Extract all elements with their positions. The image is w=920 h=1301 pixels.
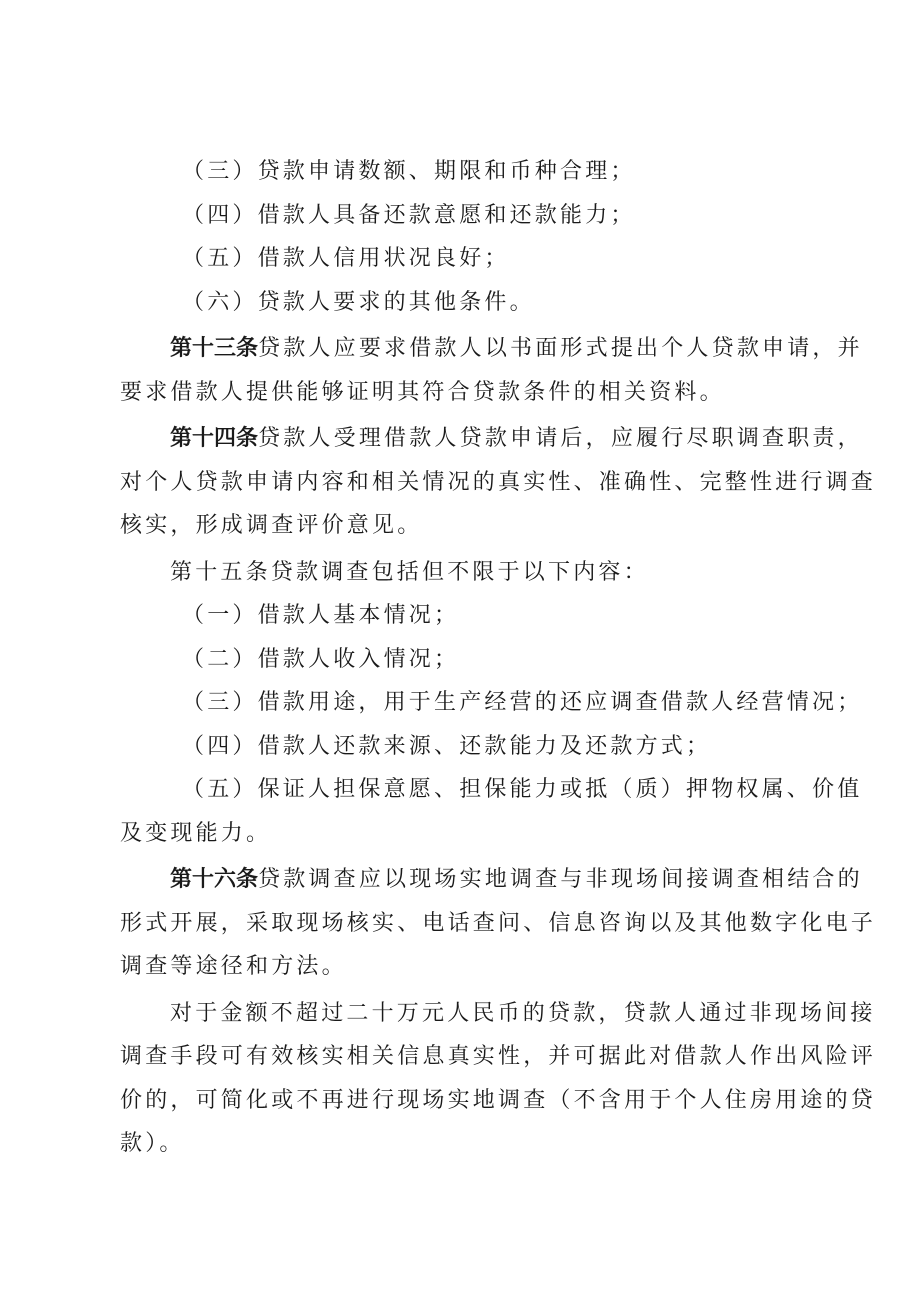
list-item-continuation: 及变现能力。 [120, 820, 272, 846]
paragraph-text: 贷款调查应以现场实地调查与非现场间接调查相结合的 [258, 867, 863, 892]
list-item: （五）保证人担保意愿、担保能力或抵（质）押物权属、价值 [182, 777, 863, 802]
paragraph-text: 款）。 [120, 1131, 185, 1156]
paragraph-text: 调查等途径和方法。 [120, 954, 347, 979]
article-intro: 第十五条贷款调查包括但不限于以下内容： [170, 559, 649, 585]
document-page [120, 150, 877, 1166]
article-16 [120, 858, 877, 1166]
article-label: 第十三条 [170, 336, 259, 361]
list-item: （三）借款用途，用于生产经营的还应调查借款人经营情况； [182, 690, 863, 715]
article-13 [120, 327, 863, 414]
article-label: 第十四条 [170, 426, 259, 451]
paragraph-text: 价的，可简化或不再进行现场实地调查（不含用于个人住房用途的贷 [120, 1087, 877, 1113]
list-item: （五）借款人信用状况良好； [182, 246, 510, 271]
list-item: （四）借款人具备还款意愿和还款能力； [182, 202, 636, 228]
paragraph-text: 形式开展，采取现场核实、电话查问、信息咨询以及其他数字化电子 [120, 910, 877, 936]
list-item: （三）贷款申请数额、期限和币种合理； [182, 159, 636, 184]
article-label: 第十六条 [170, 867, 259, 892]
list-item: （四）借款人还款来源、还款能力及还款方式； [182, 733, 712, 759]
paragraph-text: 要求借款人提供能够证明其符合贷款条件的相关资料。 [120, 379, 725, 405]
list-item: （六）贷款人要求的其他条件。 [182, 289, 535, 315]
paragraph-text: 对个人贷款申请内容和相关情况的真实性、准确性、完整性进行调查 [120, 469, 877, 495]
paragraph-text: 贷款人应要求借款人以书面形式提出个人贷款申请，并 [258, 336, 863, 361]
article-14 [120, 417, 877, 548]
list-item: （二）借款人收入情况； [182, 646, 460, 672]
paragraph-text: 对于金额不超过二十万元人民币的贷款，贷款人通过非现场间接 [170, 1000, 876, 1026]
article-15 [120, 551, 863, 856]
paragraph-text: 贷款人受理借款人贷款申请后，应履行尽职调查职责， [258, 426, 863, 451]
paragraph-text: 核实，形成调查评价意见。 [120, 513, 423, 538]
list-item: （一）借款人基本情况； [182, 603, 460, 628]
paragraph-text: 调查手段可有效核实相关信息真实性，并可据此对借款人作出风险评 [120, 1044, 877, 1069]
